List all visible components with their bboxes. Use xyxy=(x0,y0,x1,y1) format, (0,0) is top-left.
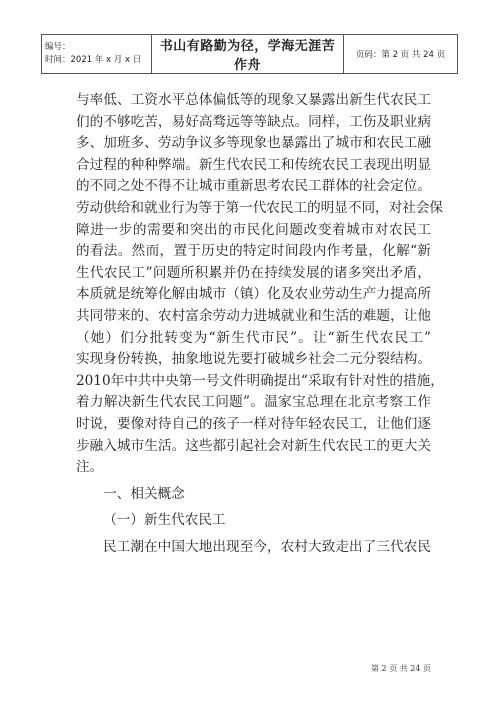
subsection-heading: （一）新生代农民工 xyxy=(103,512,226,529)
body-line: 与率低、工资水平总体偏低等的现象又暴露出新生代农民工 xyxy=(76,92,431,108)
page-footer: 第 2 页 共 24 页 xyxy=(371,664,431,673)
header-info-cell xyxy=(42,35,152,74)
body-line: 本质就是统筹化解由城市（镇）化及农业劳动生产力提高所 xyxy=(76,286,431,303)
body-line: 步融入城市生活。这些都引起社会对新生代农民工的更大关 xyxy=(76,437,431,454)
body-paragraph xyxy=(76,537,431,559)
body-line: （她）们分批转变为“新生代市民”。让“新生代农民工” xyxy=(76,329,431,346)
document-body xyxy=(76,90,444,558)
body-paragraph xyxy=(76,90,444,479)
body-line: 合过程的种种弊端。新生代农民工和传统农民工表现出明显 xyxy=(76,156,431,173)
body-line: 注。 xyxy=(76,459,104,476)
body-line: 的看法。然而，置于历史的特定时间段内作考量，化解“新 xyxy=(76,243,431,260)
body-line: 劳动供给和就业行为等于第一代农民工的明显不同，对社会保 xyxy=(76,199,444,216)
body-line: 实现身份转换，抽象地说先要打破城乡社会二元分裂结构。 xyxy=(76,351,431,368)
body-line: 民工潮在中国大地出现至今，农村大致走出了三代农民 xyxy=(103,538,431,555)
body-line: 生代农民工”问题所积累并仍在持续发展的诸多突出矛盾， xyxy=(76,264,431,281)
body-line: 2010年中共中央第一号文件明确提出“采取有针对性的措施， xyxy=(76,372,444,389)
document-number-label: 编号： xyxy=(45,42,71,52)
body-line: 多、加班多、劳动争议多等现象也暴露出了城市和农民工融 xyxy=(76,135,431,152)
body-line: 着力解决新生代农民工问题”。温家宝总理在北京考察工作 xyxy=(76,394,431,411)
header-page-number: 页码：第 2 页 共 24 页 xyxy=(344,35,458,74)
body-line: 们的不够吃苦，易好高骛远等等缺点。同样，工伤及职业病 xyxy=(76,113,431,130)
document-time-label: 时间：2021 年 x 月 x 日 xyxy=(45,55,142,65)
section-heading: 一、相关概念 xyxy=(103,485,185,502)
body-line: 障进一步的需要和突出的市民化问题改变着城市对农民工 xyxy=(76,221,431,238)
document-header xyxy=(41,34,458,74)
body-line: 时说，要像对待自己的孩子一样对待年轻农民工，让他们逐 xyxy=(76,415,431,432)
header-motto: 书山有路勤为径，学海无涯苦作舟 xyxy=(152,35,344,74)
body-line: 的不同之处不得不让城市重新思考农民工群体的社会定位。 xyxy=(76,178,431,195)
body-line: 共同带来的、农村富余劳动力进城就业和生活的难题，让他 xyxy=(76,307,431,324)
